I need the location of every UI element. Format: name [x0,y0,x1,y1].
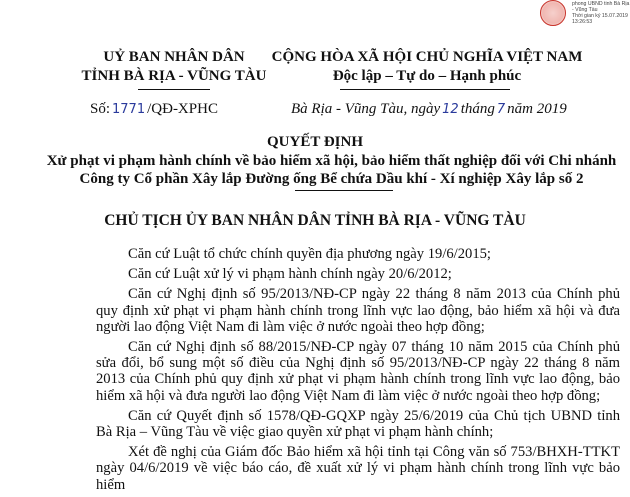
document-date [291,101,567,118]
date-month-label: tháng [460,101,495,117]
document-number-handwritten: 1771 [112,102,146,117]
national-heading [262,48,592,86]
date-prefix: Bà Rịa - Vũng Tàu, ngày [291,101,441,117]
digital-signature-info [572,1,630,25]
document-number-prefix: Số: [90,101,111,117]
divider [295,190,393,191]
issuing-authority-line1: UỶ BAN NHÂN DÂN [103,49,245,65]
legal-bases [96,246,620,497]
document-title: QUYẾT ĐỊNH [267,134,363,150]
date-year: năm 2019 [507,101,567,117]
signature-line: phong UBND tinh Bà Rịa [572,1,630,7]
signature-line: 13:26:53 [572,19,593,25]
legal-basis-paragraph: Căn cứ Nghị định số 95/2013/NĐ-CP ngày 22 tháng 8 năm 2013 của Chính phủ quy định xử phạt vi phạm hành chính trong lĩnh vực lao động, bảo hiểm xã hội và đưa người lao động Việt Nam đi làm việc ở nước ngoài theo hợp đồng; [96,286,620,335]
document-number-suffix: /QĐ-XPHC [147,101,218,117]
deciding-authority: CHỦ TỊCH ỦY BAN NHÂN DÂN TỈNH BÀ RỊA - VŨNG TÀU [104,212,526,229]
legal-basis-paragraph: Căn cứ Luật tổ chức chính quyền địa phương ngày 19/6/2015; [128,246,491,262]
digital-signature-seal-icon [540,0,566,26]
issuing-authority [74,48,274,86]
national-name: CỘNG HÒA XÃ HỘI CHỦ NGHĨA VIỆT NAM [271,49,583,65]
signature-line: - Vũng Tàu [572,7,598,13]
issuing-authority-line2: TỈNH BÀ RỊA - VŨNG TÀU [81,68,267,84]
divider [138,89,210,90]
signature-line: Thời gian ký 15.07.2019 [572,13,628,19]
document-subject: Xử phạt vi phạm hành chính về bảo hiểm xã hội, bảo hiểm thất nghiệp đối với Chi nhánh Công ty Cổ phần Xây lắp Đường ống Bể chứa Dầu khí - Xí nghiệp Xây lắp số 2 [46,153,617,187]
document-number [90,101,218,118]
legal-basis-paragraph: Căn cứ Luật xử lý vi phạm hành chính ngày 20/6/2012; [128,266,452,283]
date-month-handwritten: 7 [496,102,506,117]
legal-basis-paragraph: Căn cứ Quyết định số 1578/QĐ-GQXP ngày 25/6/2019 của Chủ tịch UBND tỉnh Bà Rịa – Vũng Tàu về việc giao quyền xử phạt vi phạm hành chính; [96,407,620,441]
divider [340,89,510,90]
legal-basis-paragraph: Xét đề nghị của Giám đốc Bảo hiểm xã hội tỉnh tại Công văn số 753/BHXH-TTKT ngày 04/6/2019 về việc báo cáo, đề xuất xử lý vi phạm hành chính trong lĩnh vực bảo hiểm [96,444,620,493]
national-motto: Độc lập – Tự do – Hạnh phúc [332,68,522,84]
date-day-handwritten: 12 [442,102,459,117]
legal-basis-paragraph: Căn cứ Nghị định số 88/2015/NĐ-CP ngày 07 tháng 10 năm 2015 của Chính phủ sửa đổi, bổ sung một số điều của Nghị định số 95/2013/NĐ-CP ngày 22 tháng 8 năm 2013 của Chính phủ quy định xử phạt vi phạm hành chính trong lĩnh vực lao động, bảo hiểm xã hội và đưa người lao động Việt Nam đi làm việc ở nước ngoài theo hợp đồng; [96,339,620,404]
